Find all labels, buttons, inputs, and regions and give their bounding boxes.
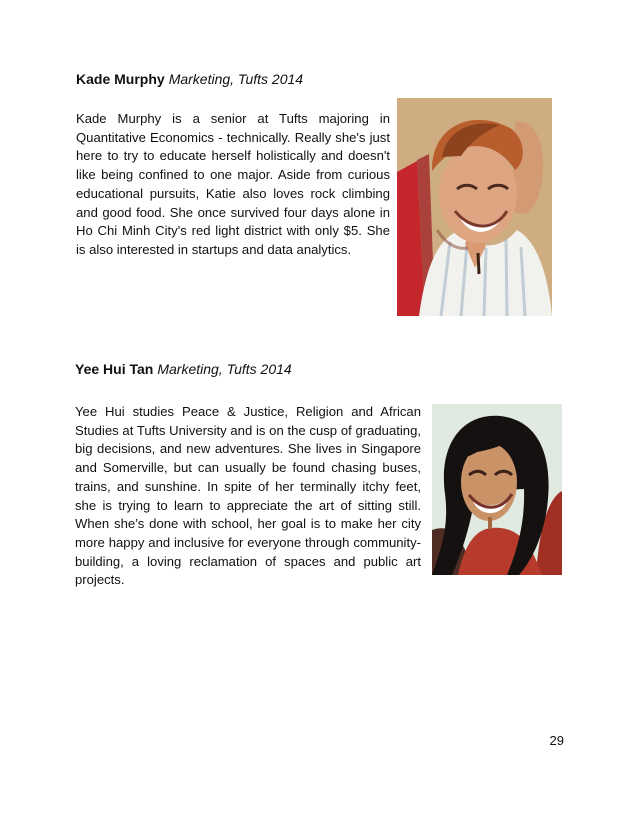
profile-name: Kade Murphy <box>76 71 165 87</box>
profile-heading <box>75 360 292 378</box>
profile-role: Marketing, Tufts 2014 <box>168 71 304 87</box>
profile-yee-hui-tan <box>0 360 638 590</box>
profile-name: Yee Hui Tan <box>75 361 154 377</box>
profile-role: Marketing, Tufts 2014 <box>157 361 292 377</box>
page-number: 29 <box>549 733 564 748</box>
profile-bio: Kade Murphy is a senior at Tufts majoring in Quantitative Economics - technically. Really she's just here to try to educate herself holistically and doesn't like being confined to one major. Aside from curious educational pursuits, Katie also loves rock climbing and good food. She once survived four days alone in Ho Chi Minh City's red light district with only $5. She is also interested in startups and data analytics. <box>76 111 390 257</box>
profile-heading <box>76 70 303 88</box>
profile-kade-murphy <box>0 70 638 330</box>
profile-bio: Yee Hui studies Peace & Justice, Religion and African Studies at Tufts University and is on the cusp of graduating, big decisions, and new adventures. She lives in Singapore and Somerville, but can usually be found chasing buses, trains, and sunshine. In spite of her terminally itchy feet, she is trying to learn to appreciate the art of sitting still. When she’s done with school, her goal is to make her city more happy and inclusive for everyone through community-building, a loving reclamation of spaces and public art projects. <box>75 404 421 588</box>
portrait-photo <box>397 98 552 316</box>
portrait-photo <box>432 404 562 575</box>
